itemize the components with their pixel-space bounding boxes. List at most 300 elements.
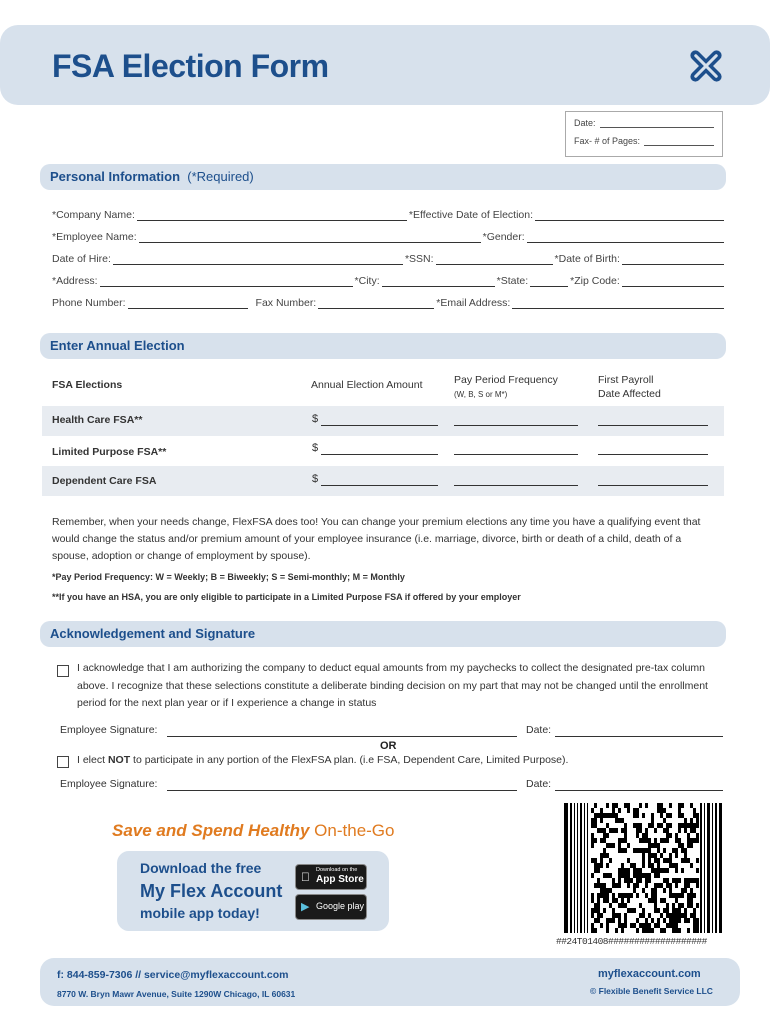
barcode-module: [603, 908, 606, 913]
barcode-module: [687, 893, 690, 898]
barcode-module: [654, 903, 657, 908]
barcode-module: [657, 823, 660, 828]
address-label: *Address:: [52, 275, 98, 287]
col-fsa-elections: FSA Elections: [52, 379, 123, 391]
state-field[interactable]: [530, 276, 568, 287]
barcode-module: [696, 858, 699, 863]
barcode-module: [636, 828, 639, 833]
barcode-module: [594, 868, 597, 873]
barcode-module: [633, 888, 636, 893]
barcode-module: [597, 893, 600, 898]
barcode-module: [675, 883, 678, 888]
barcode-module: [648, 863, 651, 868]
barcode-module: [648, 913, 651, 918]
barcode-module: [591, 898, 594, 903]
barcode-module: [636, 928, 639, 933]
barcode-module: [621, 928, 624, 933]
barcode-module: [690, 803, 693, 808]
barcode-module: [600, 858, 603, 863]
barcode-module: [645, 893, 648, 898]
barcode-module: [648, 853, 651, 858]
barcode-module: [624, 918, 627, 923]
barcode-module: [591, 833, 594, 838]
barcode-module: [606, 928, 609, 933]
barcode-module: [660, 883, 663, 888]
opt-out-signature-field[interactable]: [167, 789, 517, 791]
barcode-module: [636, 833, 639, 838]
health-care-amount-field[interactable]: [321, 424, 438, 426]
date-row: [574, 118, 714, 128]
health-care-payroll-date-field[interactable]: [598, 424, 708, 426]
fax-field[interactable]: [318, 298, 434, 309]
barcode-module: [675, 913, 678, 918]
company-row: [52, 207, 726, 221]
barcode-module: [654, 838, 657, 843]
barcode-module: [639, 913, 642, 918]
row-limited-purpose-label: Limited Purpose FSA**: [52, 446, 167, 458]
barcode-module: [696, 903, 699, 908]
barcode-module: [627, 873, 630, 878]
barcode-module: [636, 848, 639, 853]
hire-field[interactable]: [113, 254, 403, 265]
barcode-module: [669, 823, 672, 828]
barcode-module: [648, 838, 651, 843]
barcode-module: [606, 873, 609, 878]
barcode-module: [609, 888, 612, 893]
barcode-module: [633, 908, 636, 913]
barcode-module: [675, 898, 678, 903]
row-stripe: [42, 406, 724, 436]
barcode-module: [663, 848, 666, 853]
barcode-module: [606, 813, 609, 818]
barcode-module: [663, 918, 666, 923]
barcode-module: [657, 803, 660, 808]
barcode-module: [681, 858, 684, 863]
email-label: *Email Address:: [436, 297, 511, 309]
row-dependent-care-label: Dependent Care FSA: [52, 475, 157, 487]
barcode-module: [678, 828, 681, 833]
barcode-module: [681, 903, 684, 908]
barcode-module: [687, 838, 690, 843]
barcode-module: [645, 848, 648, 853]
barcode-module: [681, 913, 684, 918]
barcode-module: [690, 863, 693, 868]
barcode-module: [654, 893, 657, 898]
barcode-module: [669, 833, 672, 838]
barcode-module: [642, 838, 645, 843]
barcode-module: [675, 923, 678, 928]
barcode-module: [597, 878, 600, 883]
dependent-care-payroll-date-field[interactable]: [598, 484, 708, 486]
barcode-module: [618, 838, 621, 843]
dob-label: *Date of Birth:: [554, 253, 620, 265]
effective-date-field[interactable]: [535, 210, 724, 221]
barcode-module: [654, 898, 657, 903]
barcode-module: [678, 843, 681, 848]
barcode-module: [684, 888, 687, 893]
footer-copyright: © Flexible Benefit Service LLC: [590, 986, 713, 996]
barcode-module: [660, 808, 663, 813]
barcode-module: [636, 893, 639, 898]
barcode-module: [570, 803, 572, 933]
barcode-module: [627, 878, 630, 883]
barcode-module: [669, 913, 672, 918]
barcode-module: [645, 923, 648, 928]
barcode-module: [606, 853, 609, 858]
barcode-module: [636, 873, 639, 878]
phone-field[interactable]: [128, 298, 248, 309]
limited-purpose-frequency-field[interactable]: [454, 453, 578, 455]
barcode-module: [675, 908, 678, 913]
barcode-module: [712, 803, 713, 933]
barcode-module: [678, 803, 681, 808]
barcode-module: [624, 838, 627, 843]
barcode-module: [666, 923, 669, 928]
barcode-module: [612, 918, 615, 923]
date-line[interactable]: [600, 118, 714, 128]
barcode-module: [615, 803, 618, 808]
barcode-module: [648, 878, 651, 883]
barcode-module: [642, 858, 645, 863]
barcode-module: [609, 903, 612, 908]
barcode-module: [633, 923, 636, 928]
company-field[interactable]: [137, 210, 407, 221]
barcode-module: [669, 923, 672, 928]
barcode-module: [642, 908, 645, 913]
barcode-module: [580, 803, 582, 933]
barcode-module: [684, 858, 687, 863]
ssn-field[interactable]: [436, 254, 553, 265]
employee-field[interactable]: [139, 232, 481, 243]
barcode-module: [591, 873, 594, 878]
opt-out-text-post: to participate in any portion of the FlexFSA plan. (i.e FSA, Dependent Care, Limited Purpose).: [130, 754, 569, 766]
barcode-module: [603, 848, 606, 853]
barcode-module: [672, 903, 675, 908]
barcode-module: [666, 823, 669, 828]
barcode-module: [645, 833, 648, 838]
limited-purpose-amount-field[interactable]: [321, 453, 438, 455]
barcode-module: [651, 863, 654, 868]
barcode-module: [594, 928, 597, 933]
barcode-module: [606, 893, 609, 898]
app-store-badge[interactable]: [295, 864, 367, 890]
barcode-module: [672, 863, 675, 868]
barcode-module: [621, 923, 624, 928]
barcode-module: [645, 918, 648, 923]
health-care-frequency-field[interactable]: [454, 424, 578, 426]
signature-date-field[interactable]: [555, 735, 723, 737]
barcode-module: [624, 803, 627, 808]
signature-label: Employee Signature:: [60, 724, 158, 736]
barcode-module: [612, 883, 615, 888]
barcode-module: [693, 838, 696, 843]
barcode-module: [618, 878, 621, 883]
barcode-module: [606, 843, 609, 848]
fax-pages-line[interactable]: [644, 136, 714, 146]
barcode-module: [594, 908, 597, 913]
barcode-module: [681, 823, 684, 828]
barcode-module: [696, 833, 699, 838]
barcode-module: [681, 843, 684, 848]
barcode-module: [657, 918, 660, 923]
dollar-sign: $: [312, 442, 319, 454]
barcode-module: [669, 863, 672, 868]
barcode-module: [603, 883, 606, 888]
col-first-payroll: First Payroll: [598, 374, 654, 386]
barcode-module: [669, 888, 672, 893]
gender-field[interactable]: [527, 232, 724, 243]
barcode-module: [696, 838, 699, 843]
barcode-module: [666, 913, 669, 918]
barcode-module: [678, 928, 681, 933]
barcode-module: [666, 838, 669, 843]
section-acknowledgement: [40, 621, 726, 647]
barcode-module: [624, 868, 627, 873]
barcode-module: [597, 813, 600, 818]
barcode-module: [642, 928, 645, 933]
barcode-module: [627, 908, 630, 913]
barcode-module: [600, 923, 603, 928]
opt-out-checkbox[interactable]: [57, 756, 69, 768]
barcode-module: [660, 823, 663, 828]
gender-label: *Gender:: [482, 231, 525, 243]
barcode-module: [618, 873, 621, 878]
barcode-module: [672, 893, 675, 898]
dependent-care-frequency-field[interactable]: [454, 484, 578, 486]
barcode-module: [684, 913, 687, 918]
barcode-module: [648, 858, 651, 863]
barcode-module: [648, 843, 651, 848]
barcode-module: [642, 863, 645, 868]
footer-website[interactable]: myflexaccount.com: [598, 968, 701, 980]
barcode-module: [636, 878, 639, 883]
col-pay-frequency-sub: (W, B, S or M*): [454, 390, 508, 399]
barcode-module: [633, 883, 636, 888]
barcode-module: [681, 813, 684, 818]
barcode-module: [633, 848, 636, 853]
barcode-module: [627, 858, 630, 863]
fax-date-box: [565, 111, 723, 157]
barcode-module: [719, 803, 722, 933]
barcode-module: [606, 803, 609, 808]
zip-field[interactable]: [622, 276, 724, 287]
barcode-module: [666, 858, 669, 863]
barcode-module: [612, 808, 615, 813]
barcode-module: [597, 898, 600, 903]
barcode-module: [678, 893, 681, 898]
dependent-care-amount-field[interactable]: [321, 484, 438, 486]
barcode-module: [654, 868, 657, 873]
barcode-module: [591, 928, 594, 933]
barcode-module: [606, 823, 609, 828]
barcode-module: [603, 873, 606, 878]
barcode-module: [594, 818, 597, 823]
barcode-module: [621, 838, 624, 843]
state-label: *State:: [496, 275, 529, 287]
email-field[interactable]: [512, 298, 724, 309]
barcode-module: [651, 813, 654, 818]
barcode-module: [630, 878, 633, 883]
barcode-module: [687, 903, 690, 908]
hire-row: [52, 251, 726, 265]
promo-title-italic: Save and Spend Healthy: [112, 821, 310, 840]
barcode-module: [618, 903, 621, 908]
barcode-module: [684, 878, 687, 883]
barcode-module: [609, 858, 612, 863]
barcode-module: [690, 898, 693, 903]
barcode-module: [600, 913, 603, 918]
barcode-module: [660, 928, 663, 933]
barcode-module: [642, 848, 645, 853]
promo-line-1: Download the free: [140, 860, 262, 876]
barcode-module: [621, 818, 624, 823]
barcode-module: [654, 883, 657, 888]
barcode-module: [645, 828, 648, 833]
address-field[interactable]: [100, 276, 353, 287]
barcode-module: [663, 878, 666, 883]
effective-date-label: *Effective Date of Election:: [408, 209, 533, 221]
barcode-module: [700, 803, 702, 933]
google-play-badge[interactable]: [295, 894, 367, 920]
barcode-module: [591, 838, 594, 843]
barcode-module: [657, 873, 660, 878]
barcode-module: [648, 923, 651, 928]
barcode-module: [636, 813, 639, 818]
barcode-module: [577, 803, 578, 933]
barcode-module: [663, 928, 666, 933]
barcode-module: [609, 843, 612, 848]
barcode-module: [651, 928, 654, 933]
promo-title-rest: On-the-Go: [309, 821, 395, 840]
barcode-module: [642, 853, 645, 858]
barcode-module: [654, 923, 657, 928]
hsa-note: **If you have an HSA, you are only eligible to participate in a Limited Purpose FSA if offered by your employer: [52, 592, 521, 602]
barcode-module: [684, 848, 687, 853]
barcode-module: [675, 928, 678, 933]
barcode-module: [645, 803, 648, 808]
fax-label: Fax Number:: [255, 297, 317, 309]
barcode-module: [639, 878, 642, 883]
barcode-module: [654, 828, 657, 833]
barcode-module: [666, 908, 669, 913]
barcode-module: [696, 813, 699, 818]
barcode-module: [696, 928, 699, 933]
barcode-module: [684, 908, 687, 913]
barcode-module: [642, 913, 645, 918]
barcode-module: [606, 918, 609, 923]
city-field[interactable]: [382, 276, 495, 287]
barcode-module: [696, 878, 699, 883]
logo-icon: [684, 44, 728, 88]
barcode-module: [597, 918, 600, 923]
promo-title: [112, 821, 395, 841]
or-label: OR: [380, 740, 397, 752]
company-label: *Company Name:: [52, 209, 135, 221]
barcode-module: [666, 878, 669, 883]
barcode-module: [645, 928, 648, 933]
barcode-module: [675, 878, 678, 883]
barcode-module: [612, 803, 615, 808]
barcode-module: [624, 923, 627, 928]
barcode-module: [606, 863, 609, 868]
barcode-module: [624, 903, 627, 908]
barcode-module: [648, 873, 651, 878]
barcode-module: [609, 828, 612, 833]
page-title: FSA Election Form: [52, 48, 329, 84]
dob-field[interactable]: [622, 254, 724, 265]
barcode-module: [600, 863, 603, 868]
barcode-module: [618, 848, 621, 853]
app-store-text: App Store: [316, 874, 364, 885]
limited-purpose-payroll-date-field[interactable]: [598, 453, 708, 455]
fax-pages-label: Fax- # of Pages:: [574, 136, 641, 146]
barcode-module: [707, 803, 710, 933]
section-annual-election: [40, 333, 726, 359]
barcode-module: [627, 803, 630, 808]
barcode-module: [678, 838, 681, 843]
barcode-module: [672, 923, 675, 928]
phone-label: Phone Number:: [52, 297, 126, 309]
barcode-module: [594, 858, 597, 863]
barcode-module: [609, 873, 612, 878]
barcode-module: [657, 863, 660, 868]
barcode-module: [672, 928, 675, 933]
barcode-module: [603, 853, 606, 858]
barcode-module: [597, 883, 600, 888]
barcode-module: [639, 923, 642, 928]
barcode-module: [600, 818, 603, 823]
barcode-module: [666, 903, 669, 908]
barcode-module: [591, 858, 594, 863]
opt-out-date-field[interactable]: [555, 789, 723, 791]
barcode-module: [657, 843, 660, 848]
barcode-module: [651, 818, 654, 823]
barcode-module: [627, 808, 630, 813]
barcode-module: [666, 868, 669, 873]
barcode-module: [696, 823, 699, 828]
barcode-module: [654, 858, 657, 863]
date-label: Date:: [574, 118, 596, 128]
barcode-module: [690, 903, 693, 908]
barcode-module: [693, 928, 696, 933]
barcode-module: [693, 813, 696, 818]
barcode-module: [621, 898, 624, 903]
barcode-module: [594, 813, 597, 818]
barcode-module: [624, 823, 627, 828]
barcode-module: [584, 803, 585, 933]
barcode-module: [612, 813, 615, 818]
barcode-module: [603, 838, 606, 843]
barcode-module: [678, 813, 681, 818]
signature-field[interactable]: [167, 735, 517, 737]
barcode-module: [618, 843, 621, 848]
barcode-module: [693, 808, 696, 813]
barcode-module: [690, 828, 693, 833]
barcode-module: [633, 808, 636, 813]
employee-label: *Employee Name:: [52, 231, 137, 243]
barcode-module: [642, 873, 645, 878]
acknowledge-text: I acknowledge that I am authorizing the company to deduct equal amounts from my paychecks to collect the designated pre-tax column above. I recognize that these selections constitute a deliberate binding decision on my part that may not be changed until the enrollment period for the next plan year or if I experience a change in status: [77, 662, 708, 709]
barcode-module: [624, 913, 627, 918]
barcode-module: [696, 918, 699, 923]
acknowledge-checkbox[interactable]: [57, 665, 69, 677]
barcode-module: [594, 863, 597, 868]
dollar-sign: $: [312, 473, 319, 485]
barcode-module: [672, 913, 675, 918]
barcode-module: [624, 848, 627, 853]
barcode-module: [603, 813, 606, 818]
barcode-module: [606, 898, 609, 903]
